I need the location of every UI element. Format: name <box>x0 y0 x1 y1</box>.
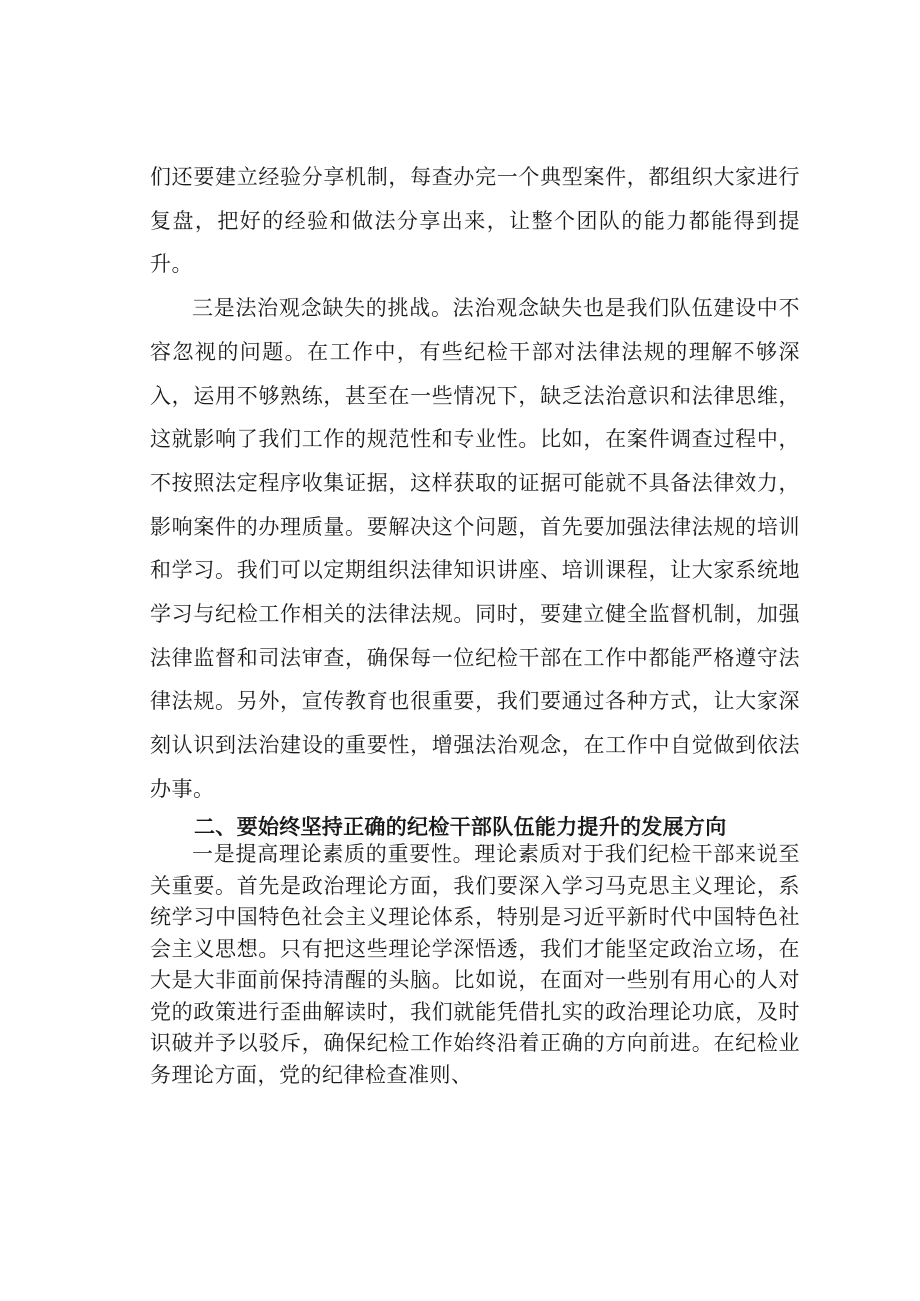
body-text-lower <box>150 839 800 1091</box>
body-text-upper <box>150 156 800 812</box>
continued-paragraph: 们还要建立经验分享机制，每查办完一个典型案件，都组织大家进行复盘，把好的经验和做法分享出来，让整个团队的能力都能得到提升。 <box>150 165 800 277</box>
paragraph-theory-quality: 一是提高理论素质的重要性。理论素质对于我们纪检干部来说至关重要。首先是政治理论方面，我们要深入学习马克思主义理论，系统学习中国特色社会主义理论体系，特别是习近平新时代中国特色社会主义思想。只有把这些理论学深悟透，我们才能坚定政治立场，在大是大非面前保持清醒的头脑。比如说，在面对一些别有用心的人对党的政策进行歪曲解读时，我们就能凭借扎实的政治理论功底，及时识破并予以驳斥，确保纪检工作始终沿着正确的方向前进。在纪检业务理论方面，党的纪律检查准则、 <box>150 842 800 1087</box>
section-heading: 二、要始终坚持正确的纪检干部队伍能力提升的发展方向 <box>194 815 727 839</box>
paragraph-rule-of-law-challenge: 三是法治观念缺失的挑战。法治观念缺失也是我们队伍建设中不容忽视的问题。在工作中，有些纪检干部对法律法规的理解不够深入，运用不够熟练，甚至在一些情况下，缺乏法治意识和法律思维，这就影响了我们工作的规范性和专业性。比如，在案件调查过程中，不按照法定程序收集证据，这样获取的证据可能就不具备法律效力，影响案件的办理质量。要解决这个问题，首先要加强法律法规的培训和学习。我们可以定期组织法律知识讲座、培训课程，让大家系统地学习与纪检工作相关的法律法规。同时，要建立健全监督机制，加强法律监督和司法审查，确保每一位纪检干部在工作中都能严格遵守法律法规。另外，宣传教育也很重要，我们要通过各种方式，让大家深刻认识到法治建设的重要性，增强法治观念，在工作中自觉做到依法办事。 <box>150 296 800 801</box>
